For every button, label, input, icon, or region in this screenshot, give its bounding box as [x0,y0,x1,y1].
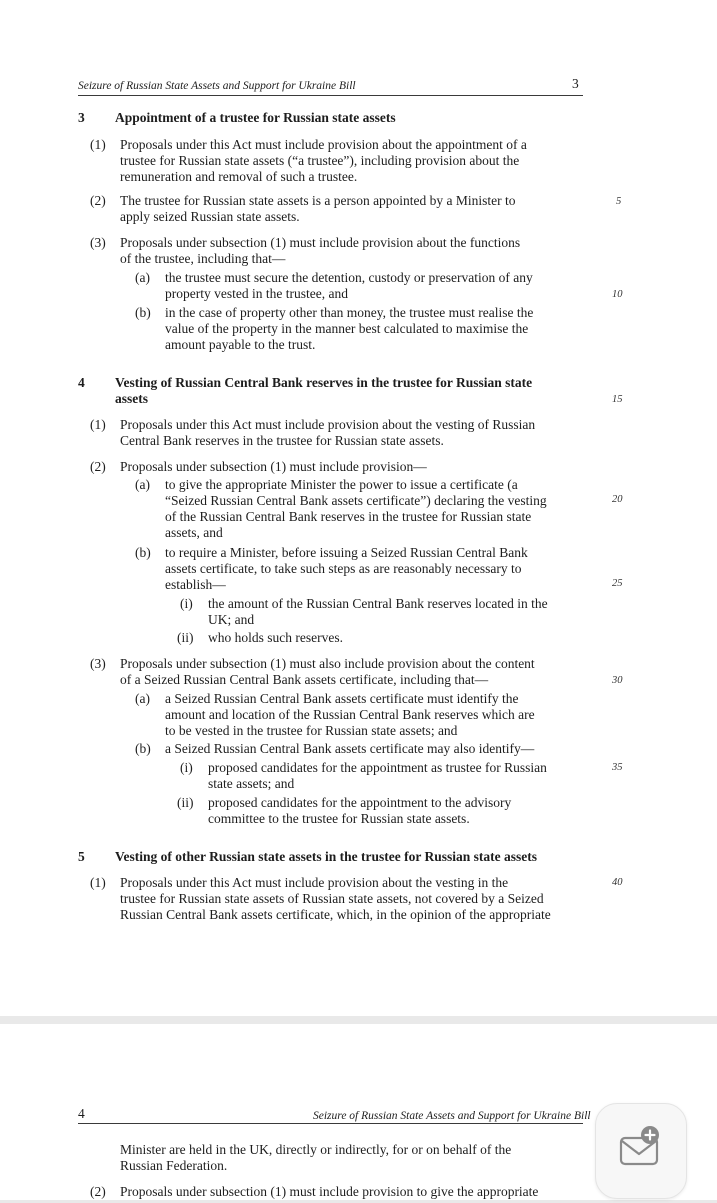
margin-line-number: 5 [616,196,622,207]
subsection-text: The trustee for Russian state assets is a person appointed by a Minister to apply seized Russian state assets. [120,193,516,224]
subparagraph-text: who holds such reserves. [208,630,343,645]
paragraph-text: to give the appropriate Minister the power to issue a certificate (a “Seized Russian Central Bank assets certificate”) declaring the vesting of the Russian Central Bank reserves in the trustee for Russian state assets, and [165,477,547,540]
section-heading: Vesting of other Russian state assets in the trustee for Russian state assets [115,849,537,864]
margin-line-number: 25 [612,578,623,589]
subparagraph-label: (ii) [177,795,194,810]
subparagraph-text: proposed candidates for the appointment as trustee for Russian state assets; and [208,760,547,791]
paragraph-text: a Seized Russian Central Bank assets certificate may also identify— [165,741,535,756]
subsection-text: Proposals under subsection (1) must also include provision about the content of a Seized Russian Central Bank assets certificate, including that— [120,656,535,687]
subsection-label: (1) [90,417,106,432]
running-header-title: Seizure of Russian State Assets and Support for Ukraine Bill [78,80,356,92]
subsection-label: (3) [90,656,106,671]
section-number: 4 [78,375,85,390]
paragraph-label: (a) [135,691,150,706]
section-heading: Vesting of Russian Central Bank reserves in the trustee for Russian state assets [115,375,533,406]
margin-line-number: 40 [612,877,623,888]
subparagraph-label: (ii) [177,630,194,645]
subsection-label: (1) [90,137,106,152]
paragraph-label: (a) [135,270,150,285]
section-number: 3 [78,110,85,125]
paragraph-text: the trustee must secure the detention, custody or preservation of any property vested in the trustee, and [165,270,533,301]
subsection-label: (2) [90,193,106,208]
margin-line-number: 35 [612,762,623,773]
compose-mail-button[interactable] [595,1103,687,1199]
header-rule [78,95,583,96]
header-rule [78,1123,583,1124]
paragraph-text: a Seized Russian Central Bank assets certificate must identify the amount and location of the Russian Central Bank reserves which are to be vested in the trustee for Russian state assets; and [165,691,535,738]
section-heading: Appointment of a trustee for Russian state assets [115,110,396,125]
subparagraph-text: proposed candidates for the appointment to the advisory committee to the trustee for Russian state assets. [208,795,512,826]
subsection-text: Proposals under subsection (1) must include provision to give the appropriate [120,1184,539,1199]
paragraph-label: (b) [135,305,151,320]
subsection-label: (2) [90,1184,106,1199]
subsection-text: Proposals under this Act must include provision about the appointment of a trustee for Russian state assets (“a trustee”), including provision about the remuneration and removal of such a trustee. [120,137,527,184]
subsection-text: Proposals under subsection (1) must include provision about the functions of the trustee, including that— [120,235,521,266]
subsection-text: Proposals under this Act must include provision about the vesting of Russian Central Bank reserves in the trustee for Russian state assets. [120,417,536,448]
margin-line-number: 30 [612,675,623,686]
mail-plus-icon [596,1104,686,1198]
paragraph-label: (a) [135,477,150,492]
subsection-label: (3) [90,235,106,250]
section-number: 5 [78,849,85,864]
paragraph-label: (b) [135,545,151,560]
subsection-text: Proposals under this Act must include provision about the vesting in the trustee for Russian state assets of Russian state assets, not covered by a Seized Russian Central Bank assets certificate, which, in the opinion of the appropriate [120,875,551,922]
paragraph-text: to require a Minister, before issuing a Seized Russian Central Bank assets certificate, to take such steps as are reasonably necessary to establish— [165,545,528,592]
margin-line-number: 10 [612,289,623,300]
page-number: 3 [572,76,579,91]
subsection-label: (2) [90,459,106,474]
margin-line-number: 15 [612,394,623,405]
margin-line-number: 20 [612,494,623,505]
subparagraph-label: (i) [180,596,193,611]
paragraph-label: (b) [135,741,151,756]
subsection-text: Proposals under subsection (1) must include provision— [120,459,427,474]
running-header-title: Seizure of Russian State Assets and Support for Ukraine Bill [313,1110,591,1122]
subparagraph-text: the amount of the Russian Central Bank reserves located in the UK; and [208,596,548,627]
page-number: 4 [78,1106,85,1121]
paragraph-text: in the case of property other than money, the trustee must realise the value of the property in the manner best calculated to maximise the amount payable to the trust. [165,305,534,352]
continued-text: Minister are held in the UK, directly or indirectly, for or on behalf of the Russian Federation. [120,1142,512,1173]
subparagraph-label: (i) [180,760,193,775]
subsection-label: (1) [90,875,106,890]
